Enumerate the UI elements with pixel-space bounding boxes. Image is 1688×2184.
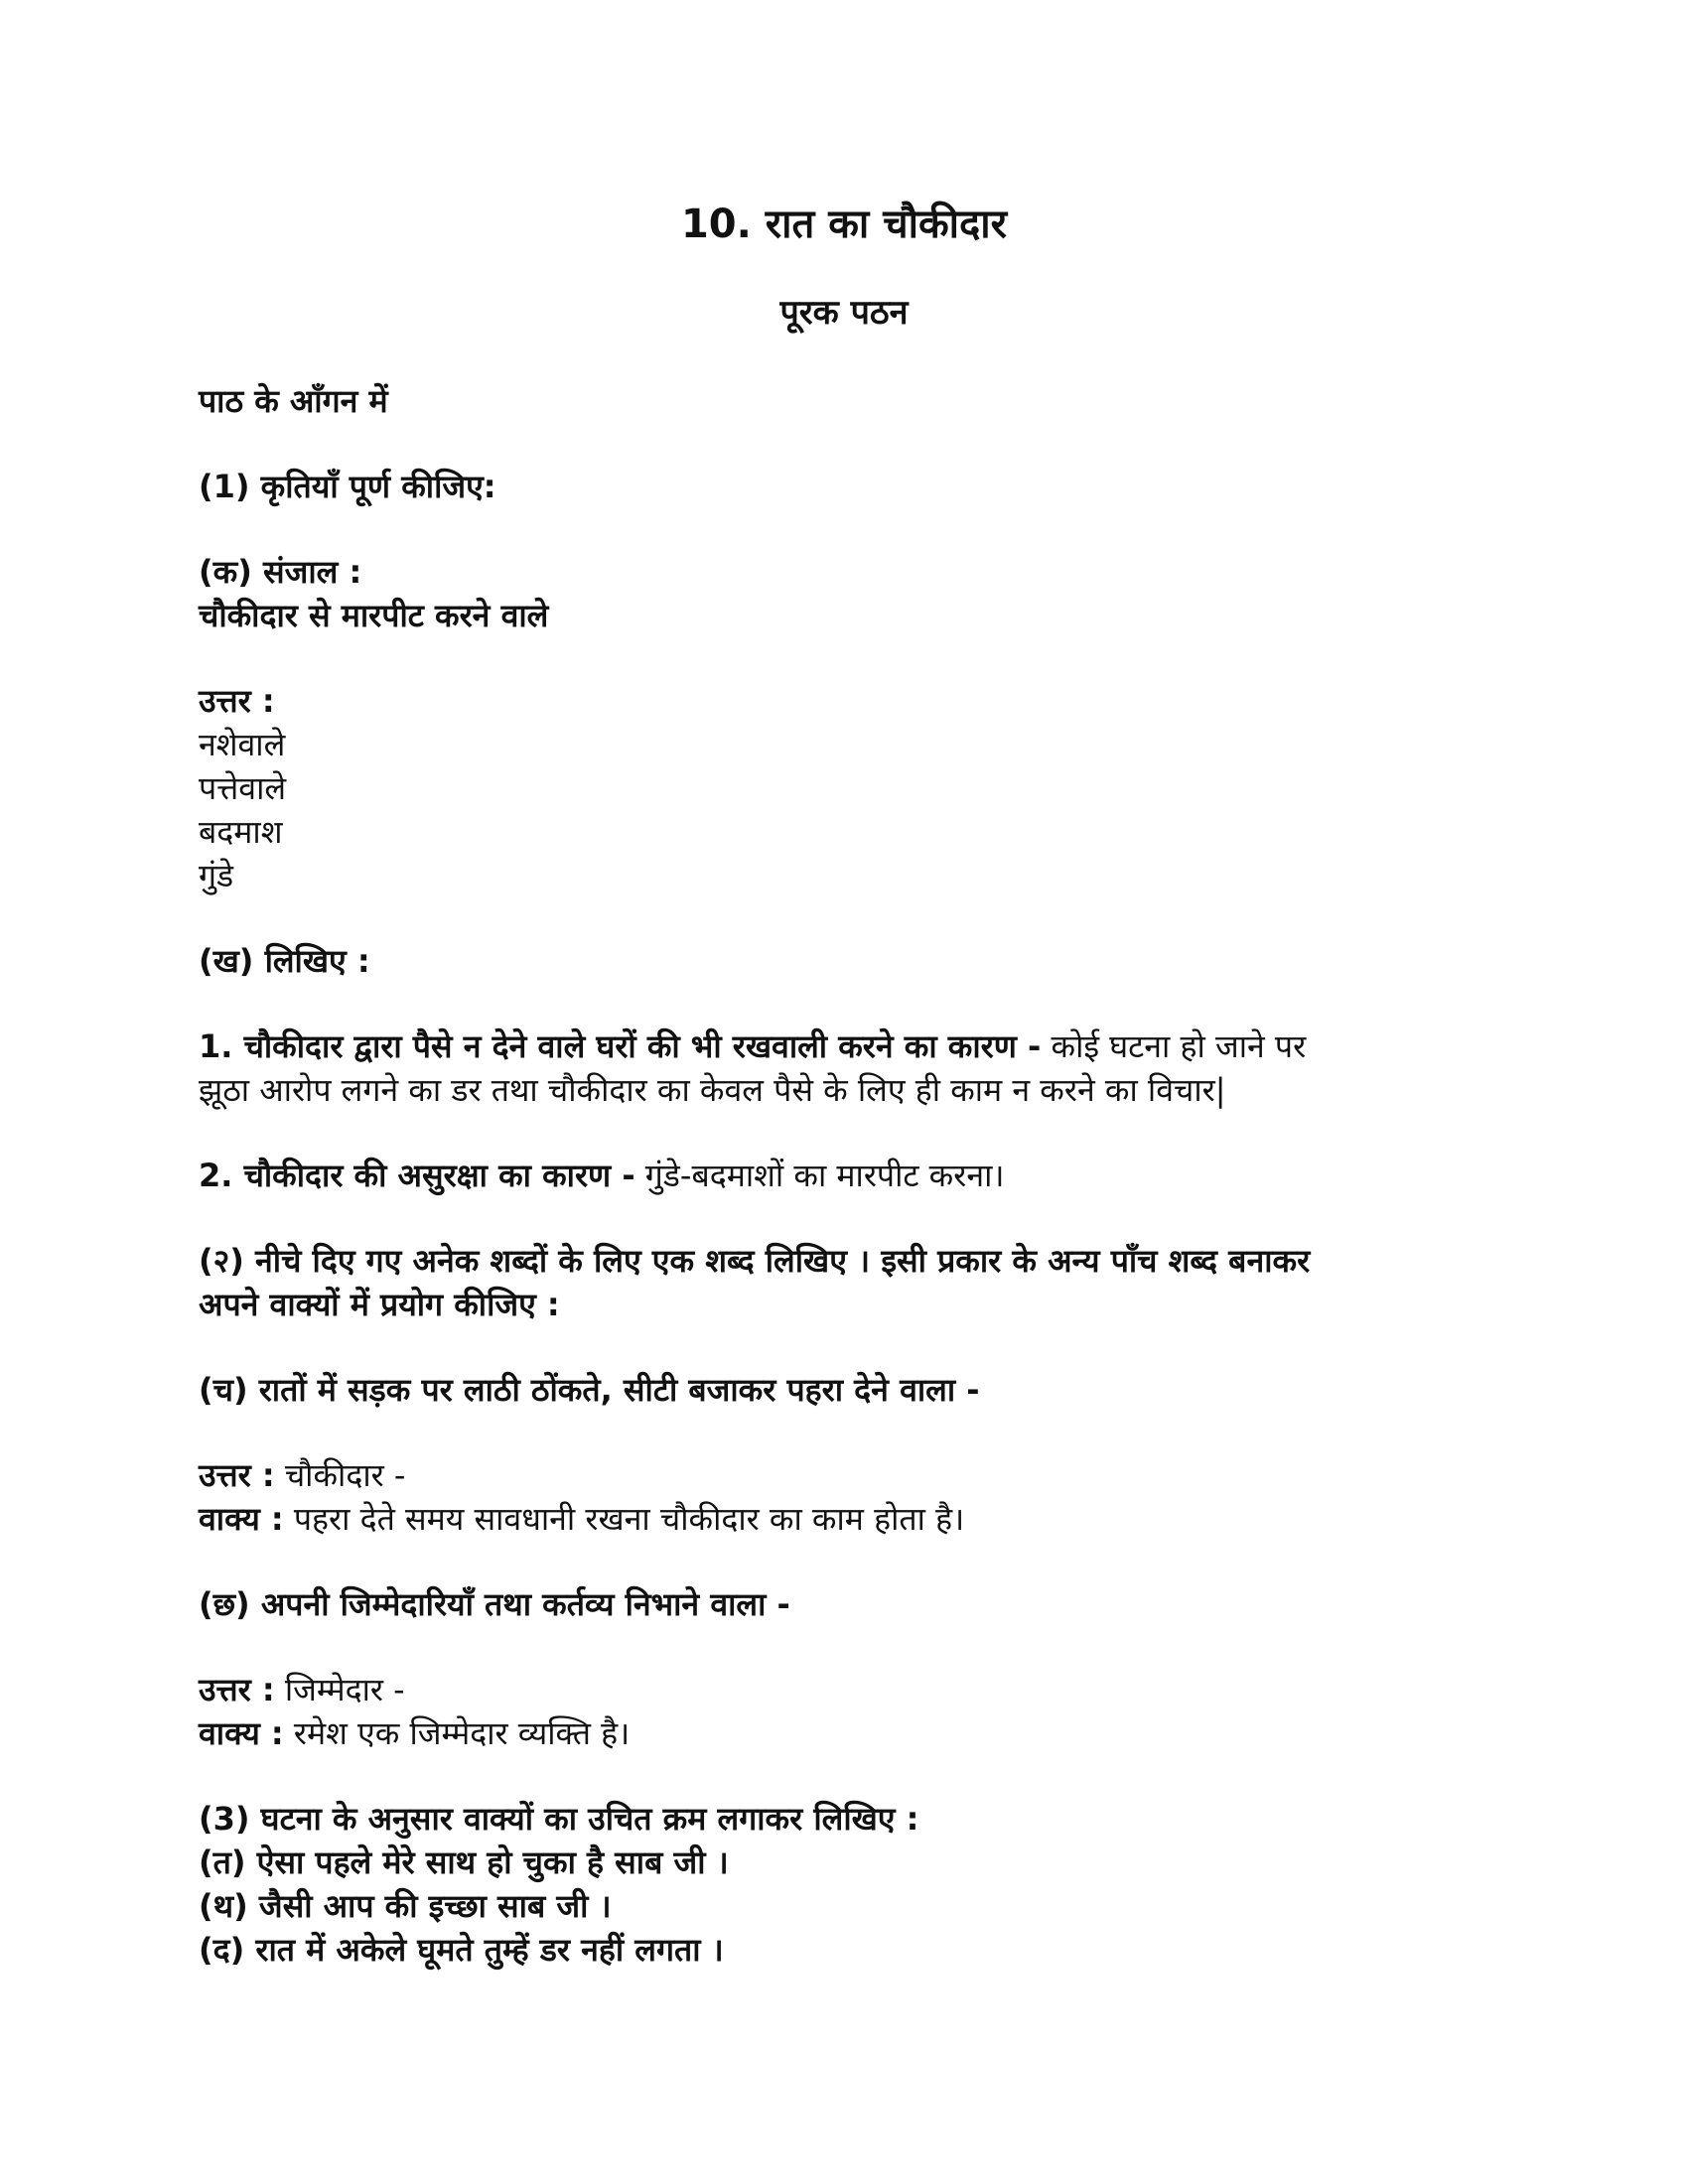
answer-label: उत्तर : bbox=[199, 1456, 275, 1494]
answer-label: उत्तर : bbox=[199, 1671, 275, 1708]
question-1-ka-answer bbox=[199, 679, 1489, 897]
question-2-heading-line-1: (२) नीचे दिए गए अनेक शब्दों के लिए एक शब्द लिखिए । इसी प्रकार के अन्य पाँच शब्द बनाकर bbox=[199, 1242, 1311, 1280]
question-1-ka-label: (क) संजाल : bbox=[199, 553, 362, 591]
sequence-item: (थ) जैसी आप की इच्छा साब जी । bbox=[199, 1887, 612, 1925]
question-1-ka bbox=[199, 550, 1489, 637]
answer-item: बदमाश bbox=[199, 813, 283, 851]
answer-item: गुंडे bbox=[199, 857, 234, 894]
kha-item-2-question: 2. चौकीदार की असुरक्षा का कारण - bbox=[199, 1157, 635, 1194]
question-2-cha-answer bbox=[199, 1453, 1489, 1541]
kha-item-2-answer: गुंडे-बदमाशों का मारपीट करना। bbox=[634, 1157, 1005, 1194]
answer-item: पत्तेवाले bbox=[199, 769, 287, 807]
question-3-heading: (3) घटना के अनुसार वाक्यों का उचित क्रम लगाकर लिखिए : bbox=[199, 1800, 919, 1838]
sentence-text: पहरा देते समय सावधानी रखना चौकीदार का काम होता है। bbox=[283, 1500, 965, 1538]
question-2-heading-line-2: अपने वाक्यों में प्रयोग कीजिए : bbox=[199, 1286, 560, 1323]
kha-item-1-answer-cont: झूठा आरोप लगने का डर तथा चौकीदार का केवल पैसे के लिए ही काम न करने का विचार| bbox=[199, 1071, 1226, 1109]
question-1-kha-item-1 bbox=[199, 1024, 1489, 1112]
kha-item-1-question: 1. चौकीदार द्वारा पैसे न देने वाले घरों की भी रखवाली करने का कारण - bbox=[199, 1027, 1042, 1065]
sequence-item: (त) ऐसा पहले मेरे साथ हो चुका है साब जी । bbox=[199, 1843, 729, 1881]
answer-word: जिम्मेदार - bbox=[274, 1671, 405, 1708]
question-3 bbox=[199, 1797, 1489, 1972]
sentence-label: वाक्य : bbox=[199, 1500, 284, 1538]
page-subtitle: पूरक पठन bbox=[779, 293, 909, 333]
question-1-kha-label: (ख) लिखिए : bbox=[199, 942, 370, 980]
sequence-item: (द) रात में अकेले घूमते तुम्हें डर नहीं लगता । bbox=[199, 1931, 724, 1969]
page-title: 10. रात का चौकीदार bbox=[680, 202, 1008, 247]
sentence-label: वाक्य : bbox=[199, 1714, 284, 1752]
sentence-text: रमेश एक जिम्मेदार व्यक्ति है। bbox=[283, 1714, 631, 1752]
answer-item: नशेवाले bbox=[199, 726, 286, 763]
question-1-kha-item-2 bbox=[199, 1154, 1489, 1197]
answer-word: चौकीदार - bbox=[274, 1456, 406, 1494]
question-2-cha-label: (च) रातों में सड़क पर लाठी ठोंकते, सीटी बजाकर पहरा देने वाला - bbox=[199, 1371, 980, 1409]
question-1-ka-text: चौकीदार से मारपीट करने वाले bbox=[199, 597, 549, 634]
question-1-heading: (1) कृतियाँ पूर्ण कीजिए: bbox=[199, 468, 496, 505]
section-heading: पाठ के आँगन में bbox=[199, 382, 388, 420]
question-2-chha-label: (छ) अपनी जिम्मेदारियाँ तथा कर्तव्य निभाने वाला - bbox=[199, 1585, 790, 1623]
question-2-heading bbox=[199, 1239, 1489, 1326]
kha-item-1-answer: कोई घटना हो जाने पर bbox=[1041, 1027, 1307, 1065]
answer-label: उत्तर : bbox=[199, 682, 275, 720]
question-2-chha-answer bbox=[199, 1668, 1489, 1755]
